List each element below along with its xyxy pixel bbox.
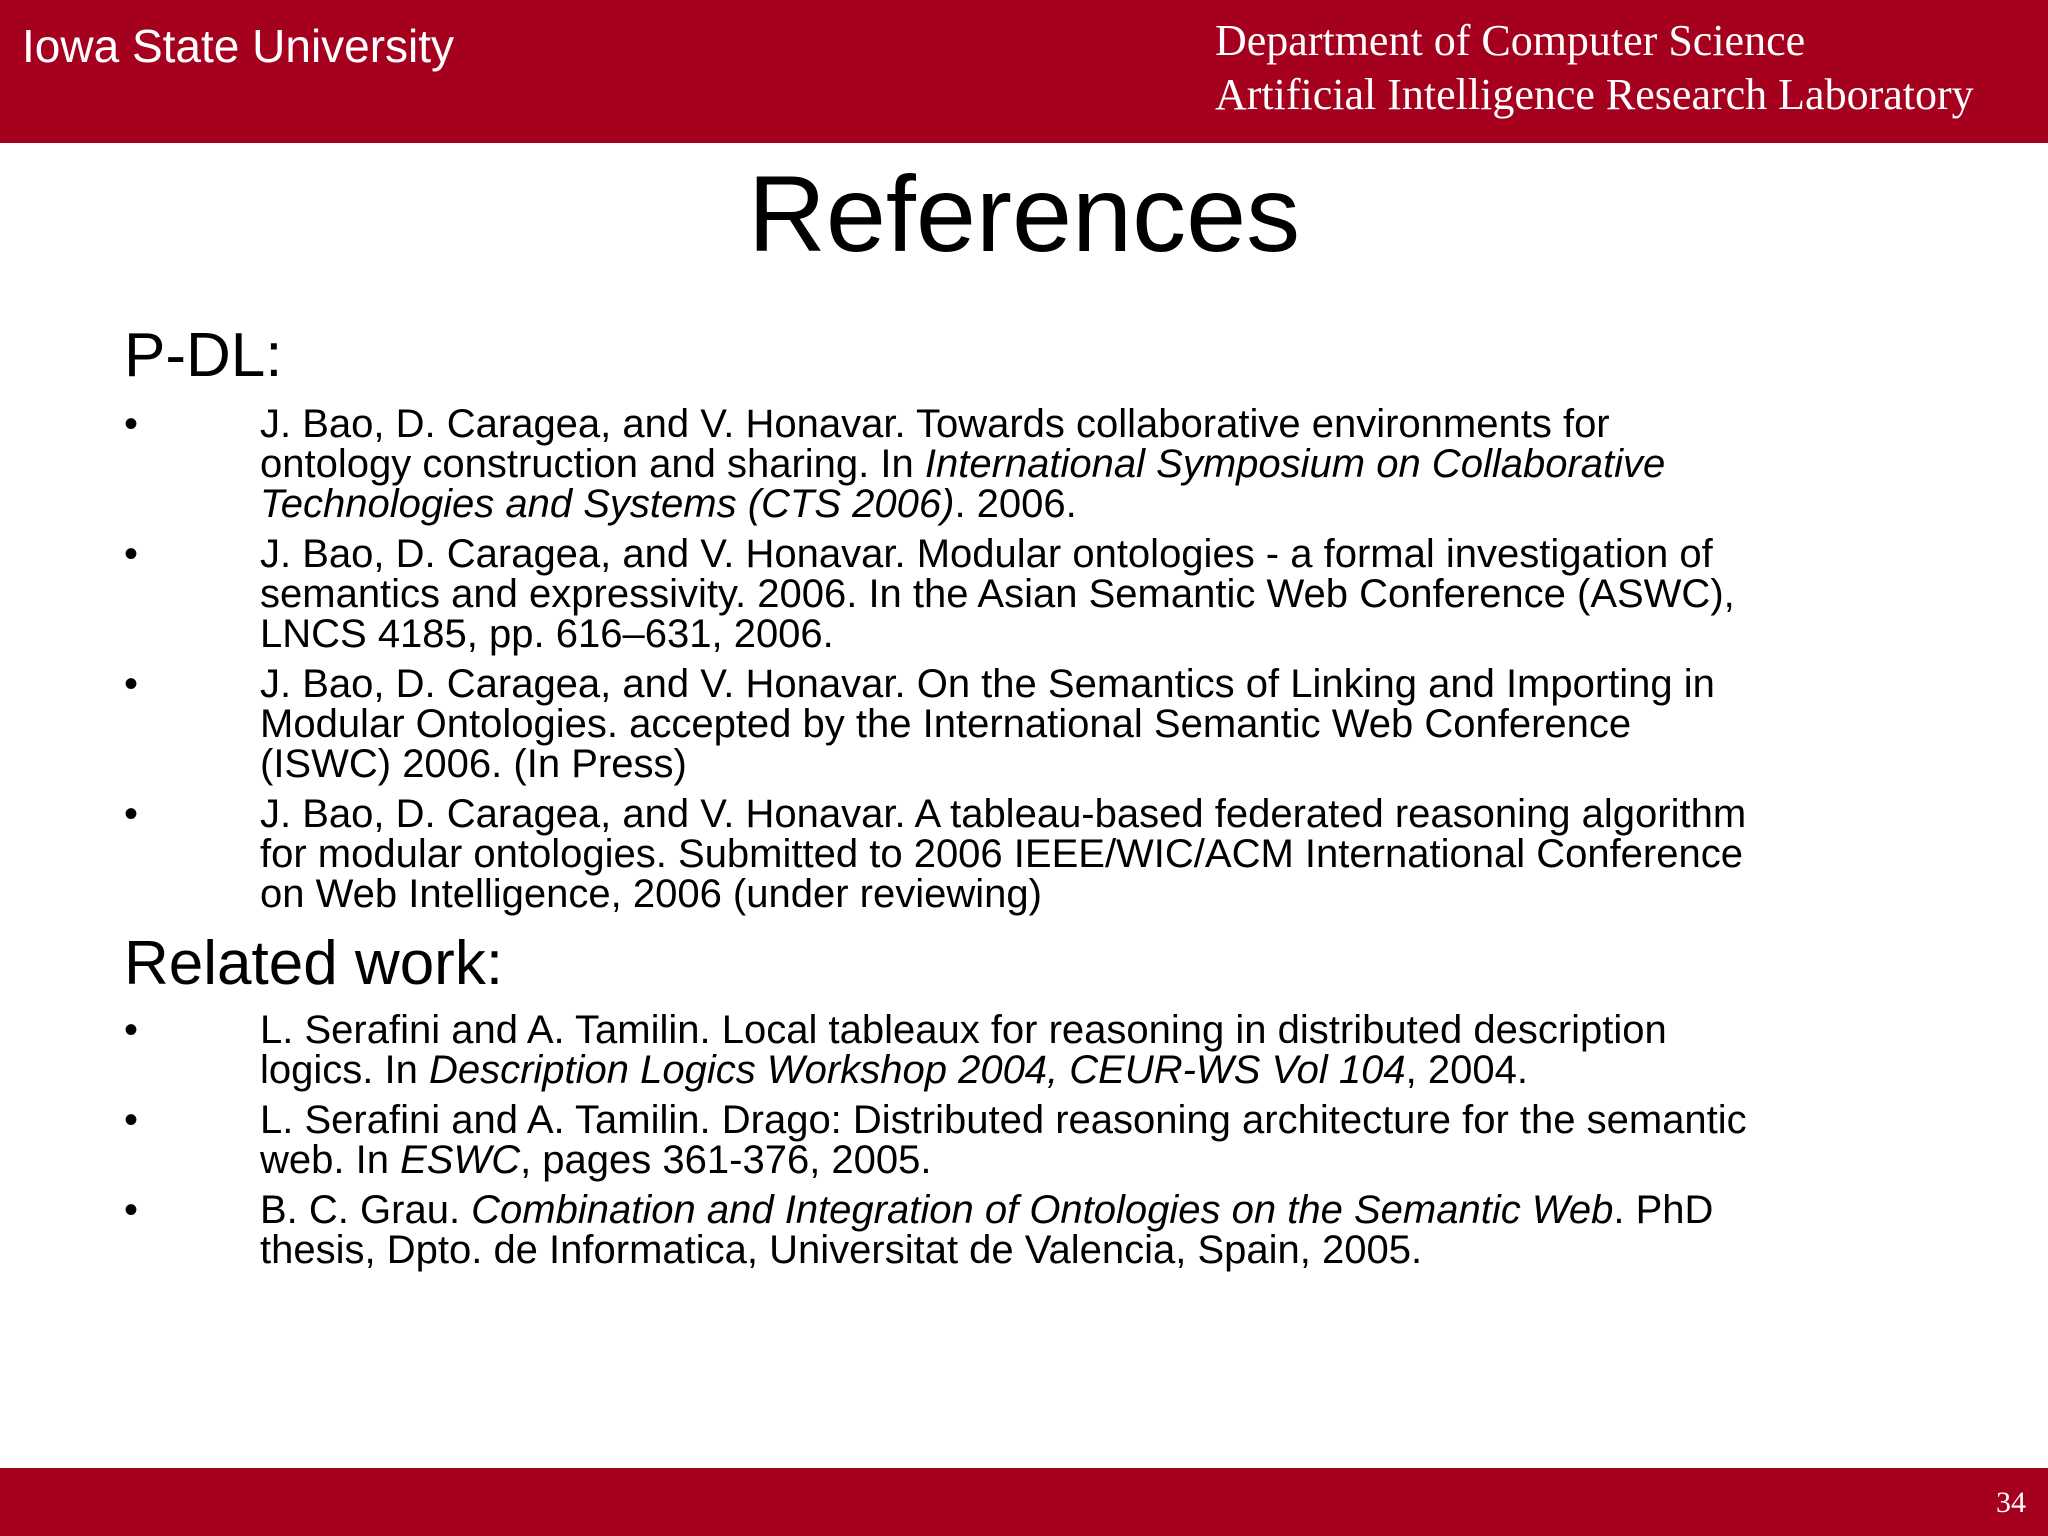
pdl-reference-list xyxy=(0,404,2048,924)
footer-bar xyxy=(0,1468,2048,1536)
bullet: • xyxy=(124,1008,139,1052)
reference-line: L. Serafini and A. Tamilin. Local tableaux for reasoning in distributed description xyxy=(260,1008,1667,1052)
bullet: • xyxy=(124,792,139,836)
reference-item xyxy=(0,534,2048,654)
bullet: • xyxy=(124,1188,139,1232)
reference-line: J. Bao, D. Caragea, and V. Honavar. Towards collaborative environments for xyxy=(260,402,1610,446)
reference-text: , pages 361-376, 2005. xyxy=(520,1138,932,1182)
department-name: Department of Computer Science xyxy=(1215,16,1806,65)
reference-line: semantics and expressivity. 2006. In the Asian Semantic Web Conference (ASWC), xyxy=(260,572,1735,616)
reference-text: . PhD xyxy=(1613,1188,1714,1232)
reference-item xyxy=(0,794,2048,914)
section-heading-pdl: P-DL: xyxy=(124,321,283,390)
reference-line: J. Bao, D. Caragea, and V. Honavar. On the Semantics of Linking and Importing in xyxy=(260,662,1715,706)
reference-line: Modular Ontologies. accepted by the International Semantic Web Conference xyxy=(260,702,1632,746)
reference-text: B. C. Grau. xyxy=(260,1188,472,1232)
bullet: • xyxy=(124,532,139,576)
reference-line: for modular ontologies. Submitted to 2006 IEEE/WIC/ACM International Conference xyxy=(260,832,1743,876)
reference-line: J. Bao, D. Caragea, and V. Honavar. Modular ontologies - a formal investigation of xyxy=(260,532,1713,576)
reference-italic-title: Technologies and Systems (CTS 2006) xyxy=(260,482,955,526)
reference-line xyxy=(260,1140,2048,1180)
department-block xyxy=(1215,14,1974,122)
reference-item xyxy=(0,1100,2048,1180)
section-heading-related-work: Related work: xyxy=(124,929,504,998)
slide-title: References xyxy=(747,153,1301,274)
lab-name: Artificial Intelligence Research Laboratory xyxy=(1215,70,1974,119)
bullet: • xyxy=(124,662,139,706)
university-name: Iowa State University xyxy=(22,20,455,72)
reference-line: thesis, Dpto. de Informatica, Universitat de Valencia, Spain, 2005. xyxy=(260,1228,1423,1272)
reference-line: on Web Intelligence, 2006 (under reviewing) xyxy=(260,872,1042,916)
reference-text: , 2004. xyxy=(1405,1048,1528,1092)
reference-italic-title: Combination and Integration of Ontologies on the Semantic Web xyxy=(471,1188,1614,1232)
bullet: • xyxy=(124,1098,139,1142)
reference-line: (ISWC) 2006. (In Press) xyxy=(260,742,687,786)
reference-item xyxy=(0,1190,2048,1270)
reference-italic-title: Description Logics Workshop 2004, CEUR-WS Vol 104 xyxy=(428,1048,1406,1092)
reference-line: LNCS 4185, pp. 616–631, 2006. xyxy=(260,612,834,656)
reference-text: web. In xyxy=(260,1138,401,1182)
reference-line: J. Bao, D. Caragea, and V. Honavar. A tableau-based federated reasoning algorithm xyxy=(260,792,1747,836)
reference-italic-title: International Symposium on Collaborative xyxy=(924,442,1666,486)
reference-line xyxy=(260,444,2048,484)
reference-line xyxy=(260,1050,2048,1090)
page-number: 34 xyxy=(1996,1486,2026,1519)
reference-text: logics. In xyxy=(260,1048,429,1092)
reference-item xyxy=(0,1010,2048,1090)
reference-text: . 2006. xyxy=(954,482,1077,526)
reference-italic-title: ESWC xyxy=(400,1138,521,1182)
reference-line: L. Serafini and A. Tamilin. Drago: Distributed reasoning architecture for the semantic xyxy=(260,1098,1747,1142)
bullet: • xyxy=(124,402,139,446)
related-work-reference-list xyxy=(0,1010,2048,1280)
reference-text: ontology construction and sharing. In xyxy=(260,442,925,486)
reference-item xyxy=(0,664,2048,784)
reference-item xyxy=(0,404,2048,524)
reference-line xyxy=(260,1190,2048,1230)
reference-line xyxy=(260,484,2048,524)
